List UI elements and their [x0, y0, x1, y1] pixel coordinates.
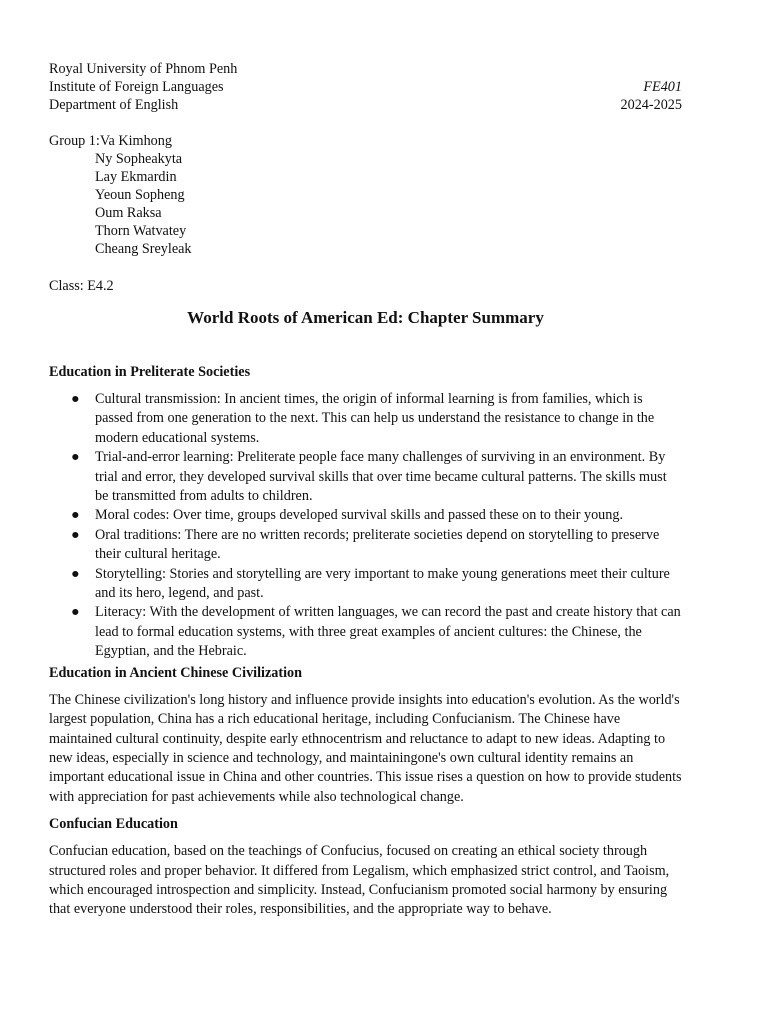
bullet-icon: ● — [71, 526, 80, 543]
department-name: Department of English — [49, 97, 179, 113]
group-label: Group 1: — [49, 133, 100, 149]
bullet-text: Moral codes: Over time, groups developed survival skills and passed these on to their young. — [95, 507, 623, 524]
header-row-1 — [49, 60, 682, 78]
document-title: World Roots of American Ed: Chapter Summary — [187, 308, 544, 327]
bullet-text: Literacy: With the development of written languages, we can record the past and create history that can lead to formal education systems, with three great examples of ancient cultures: the Chinese, the Egyptian, and the Hebraic. — [95, 604, 681, 660]
bullet-item — [49, 448, 682, 506]
section-heading-preliterate: Education in Preliterate Societies — [49, 364, 251, 380]
university-name: Royal University of Phnom Penh — [49, 61, 238, 77]
bullet-item — [49, 506, 682, 525]
group-member: Cheang Sreyleak — [95, 241, 192, 257]
bullet-text: Storytelling: Stories and storytelling are very important to make young generations meet their culture and its hero, legend, and past. — [95, 565, 670, 602]
group-member: Yeoun Sopheng — [95, 187, 185, 203]
bullet-text: Trial-and-error learning: Preliterate people face many challenges of surviving in an environment. By trial and error, they developed survival skills that over time became cultural patterns. The skills must be transmitted from adults to children. — [95, 449, 667, 505]
chinese-paragraph: The Chinese civilization's long history and influence provide insights into education's evolution. As the world's largest population, China has a rich educational heritage, including Confucianism. The Chinese have maintained cultural continuity, despite early ethnocentrism and reluctance to adapt to new ideas. Adapting to new ideas, especially in science and technology, and maintainingone's own cultural identity remains an important educational issue in China and other countries. This issue rises a question on how to provide students with appreciation for past achievements while also technological change. — [49, 691, 682, 805]
bullet-item — [49, 526, 682, 565]
group-member: Oum Raksa — [95, 205, 162, 221]
institute-name: Institute of Foreign Languages — [49, 79, 224, 95]
group-member: Lay Ekmardin — [95, 169, 177, 185]
bullet-icon: ● — [71, 391, 80, 407]
academic-year: 2024-2025 — [620, 97, 682, 113]
group-member: Va Kimhong — [99, 133, 172, 149]
group-member: Thorn Watvatey — [95, 223, 187, 239]
bullet-icon: ● — [71, 449, 80, 466]
header-row-2 — [49, 78, 682, 96]
group-members — [49, 132, 682, 258]
confucian-paragraph: Confucian education, based on the teachings of Confucius, focused on creating an ethical society through structured roles and proper behavior. It differed from Legalism, which emphasized strict control, and Taoism, which encouraged introspection and simplicity. Instead, Confucianism promoted social harmony by ensuring that everyone understood their roles, responsibilities, and the appropriate way to behave. — [49, 843, 670, 918]
bullet-item — [49, 390, 682, 448]
group-line-first — [49, 132, 682, 150]
bullet-item — [49, 565, 682, 604]
course-code: FE401 — [643, 79, 682, 95]
bullet-icon: ● — [71, 604, 80, 621]
preliterate-bullet-list — [49, 390, 682, 662]
document-page — [49, 60, 682, 920]
bullet-item — [49, 603, 682, 661]
bullet-text: Oral traditions: There are no written records; preliterate societies depend on storytelling to preserve their cultural heritage. — [95, 526, 660, 563]
bullet-icon: ● — [71, 507, 80, 524]
header-row-3 — [49, 96, 682, 114]
bullet-icon: ● — [71, 565, 80, 582]
section-heading-chinese: Education in Ancient Chinese Civilization — [49, 664, 303, 681]
document-header — [49, 60, 682, 114]
group-member: Ny Sopheakyta — [95, 151, 183, 167]
bullet-text: Cultural transmission: In ancient times, the origin of informal learning is from families, which is passed from one generation to the next. This can help us understand the resistance to change in the modern educational systems. — [95, 391, 655, 446]
class-line: Class: E4.2 — [49, 278, 114, 294]
section-heading-confucian: Confucian Education — [49, 816, 178, 833]
